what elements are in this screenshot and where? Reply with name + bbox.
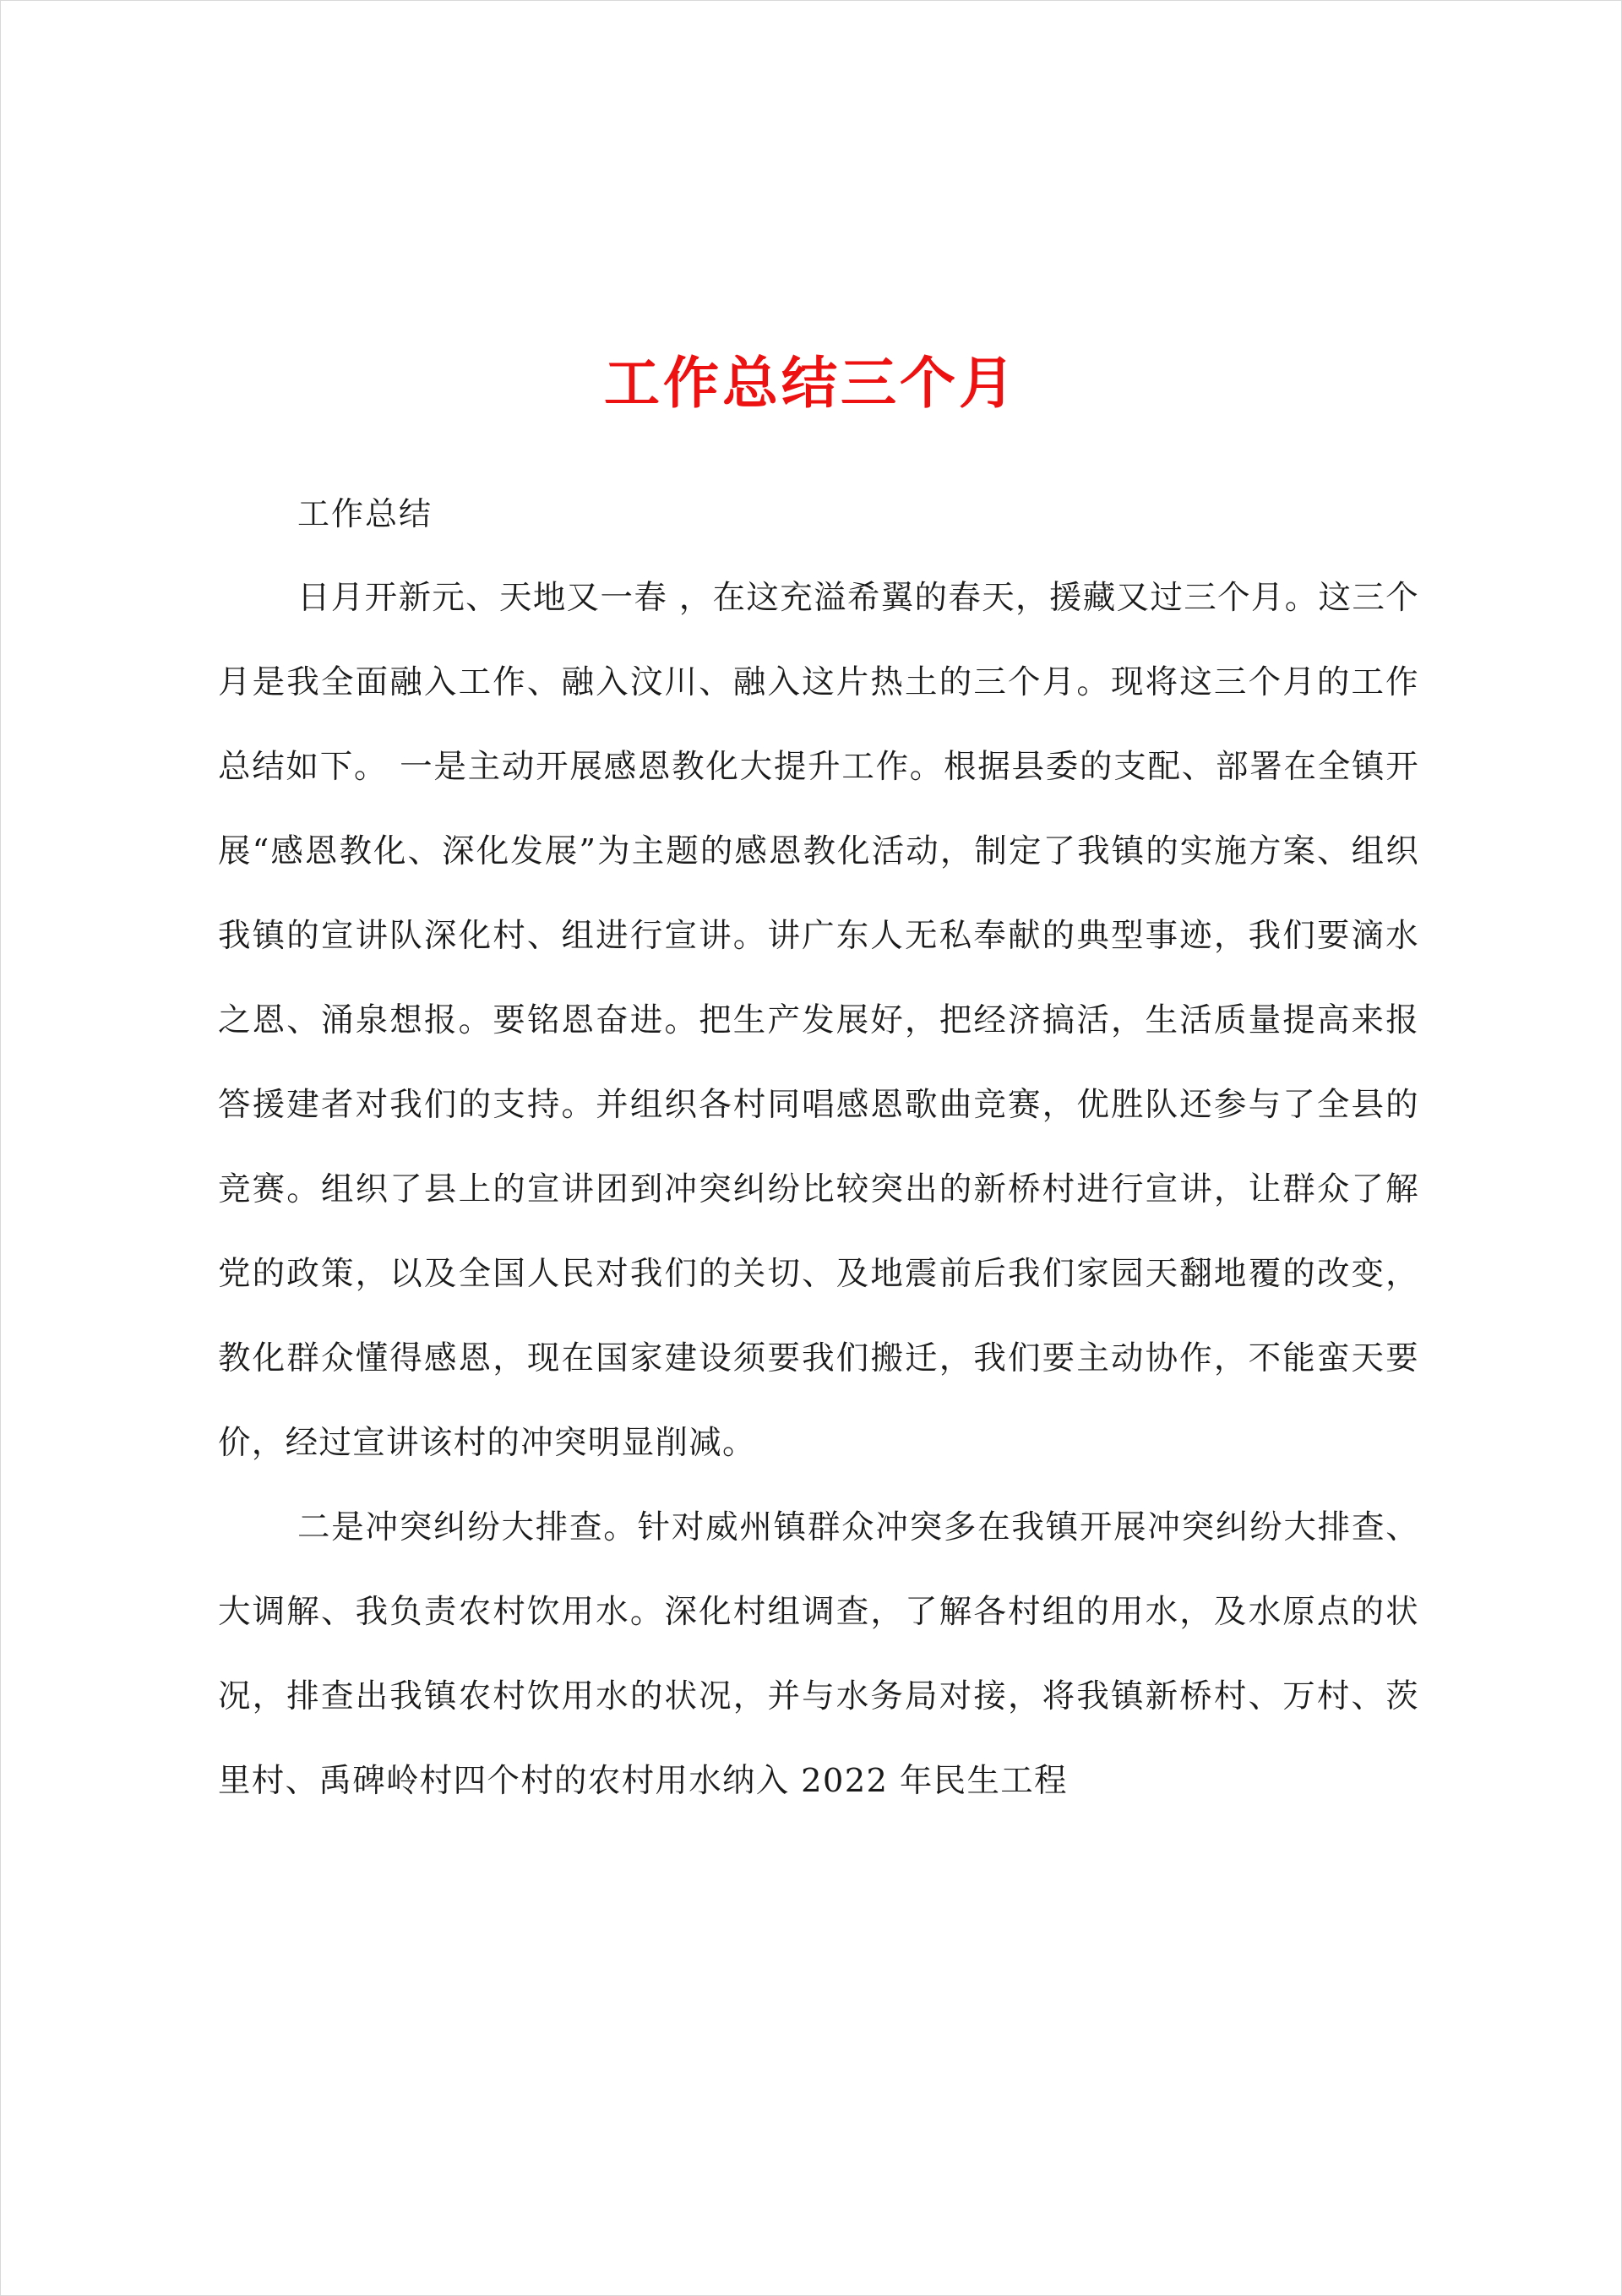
document-title: 工作总结三个月 <box>604 350 1018 416</box>
document-body <box>218 493 1419 1824</box>
document-subheading: 工作总结 <box>297 495 433 532</box>
body-paragraph-1: 日月开新元、天地又一春 ，在这充溢希翼的春天，援藏又过三个月。这三个月是我全面融入工作、融入汶川、融入这片热土的三个月。现将这三个月的工作总结如下。 一是主动开展感恩教化大提升工作。根据县委的支配、部署在全镇开展“感恩教化、深化发展”为主题的感恩教化活动，制定了我镇的实施方案、组织我镇的宣讲队深化村、组进行宣讲。讲广东人无私奉献的典型事迹，我们要滴水之恩、涌泉想报。要铭恩奋进。把生产发展好，把经济搞活，生活质量提高来报答援建者对我们的支持。并组织各村同唱感恩歌曲竞赛，优胜队还参与了全县的竞赛。组织了县上的宣讲团到冲突纠纷比较突出的新桥村进行宣讲，让群众了解党的政策，以及全国人民对我们的关切、及地震前后我们家园天翻地覆的改变，教化群众懂得感恩，现在国家建设须要我们搬迁，我们要主动协作，不能蛮天要价，经过宣讲该村的冲突明显削减。 <box>218 579 1419 1462</box>
body-paragraph-2: 二是冲突纠纷大排查。针对威州镇群众冲突多在我镇开展冲突纠纷大排查、大调解、我负责农村饮用水。深化村组调查，了解各村组的用水，及水原点的状况，排查出我镇农村饮用水的状况，并与水务局对接，将我镇新桥村、万村、茨里村、禹碑岭村四个村的农村用水纳入 2022 年民生工程 <box>218 1508 1419 1800</box>
